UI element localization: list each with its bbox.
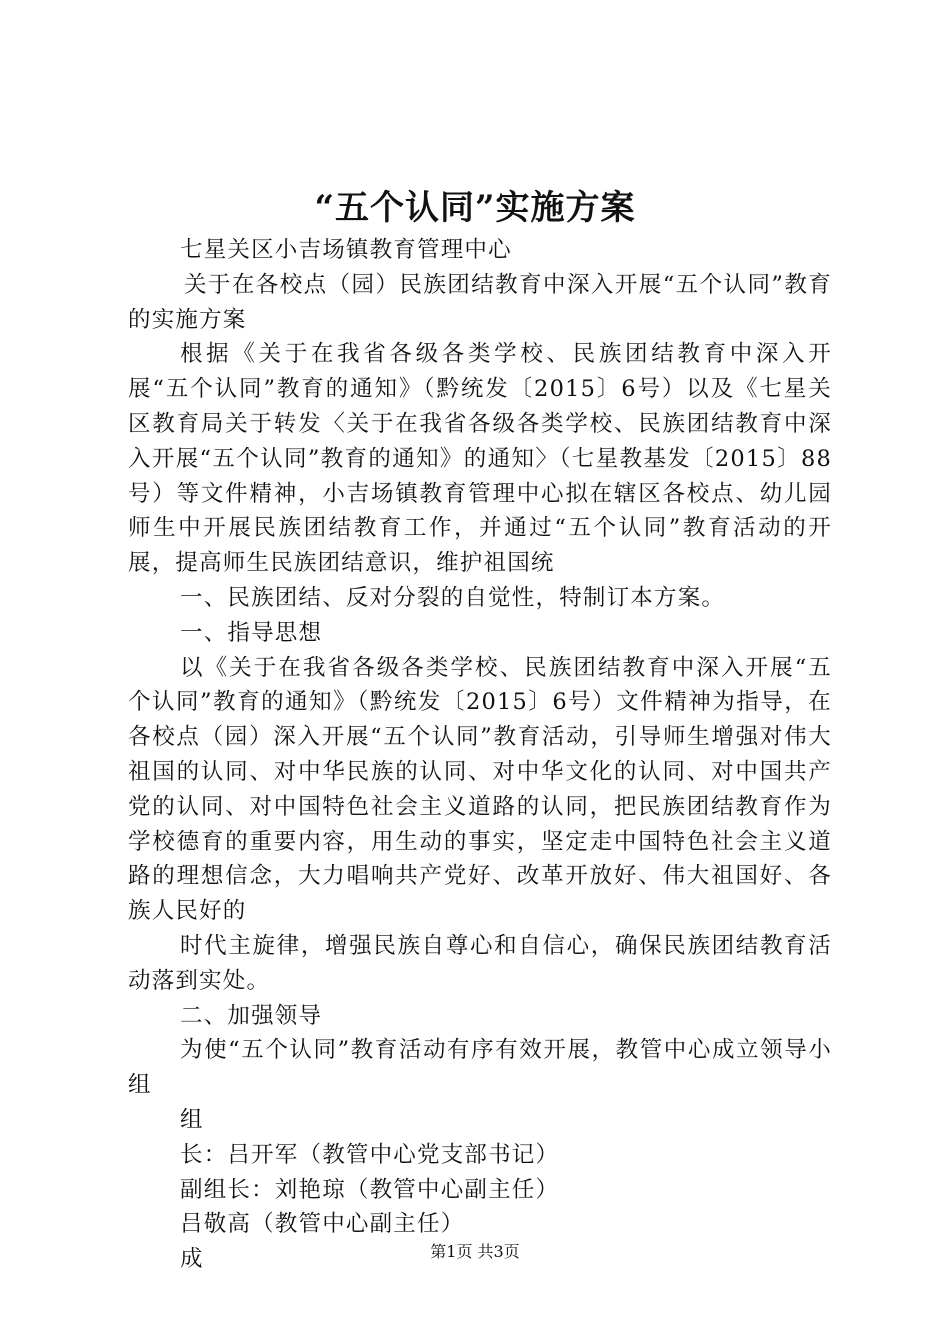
- paragraph-leadership: 为使“五个认同”教育活动有序有效开展，教管中心成立领导小组: [128, 1037, 832, 1099]
- paragraph-subtitle: 关于在各校点（园）民族团结教育中深入开展“五个认同”教育的实施方案: [128, 271, 832, 333]
- heading-leadership: 二、加强领导: [180, 1002, 323, 1029]
- paragraph-purpose: 一、民族团结、反对分裂的自觉性，特制订本方案。: [180, 584, 726, 611]
- page-footer: 第1页 共3页: [430, 1242, 520, 1261]
- list-item-group-leader: 长：吕开军（教管中心党支部书记）: [180, 1141, 560, 1168]
- list-item-deputy-leader-2: 吕敬高（教管中心副主任）: [180, 1211, 465, 1238]
- paragraph-basis: 根据《关于在我省各级各类学校、民族团结教育中深入开展“五个认同”教育的通知》（黔统发〔2015〕6号）以及《七星关区教育局关于转发〈关于在我省各级各类学校、民族团结教育中深入开展“五个认同”教育的通知》的通知〉（七星教基发〔2015〕88号）等文件精神，小吉场镇教育管理中心拟在辖区各校点、幼儿园师生中开展民族团结教育工作，并通过“五个认同”教育活动的开展，提高师生民族团结意识，维护祖国统: [128, 341, 832, 577]
- list-item-members-label: 成: [180, 1246, 204, 1273]
- paragraph-organization: 七星关区小吉场镇教育管理中心: [180, 237, 512, 263]
- document-body: [128, 233, 832, 1277]
- heading-guiding-ideology: 一、指导思想: [180, 619, 323, 646]
- document-title: “五个认同”实施方案: [314, 188, 636, 228]
- paragraph-guiding-ideology: 以《关于在我省各级各类学校、民族团结教育中深入开展“五个认同”教育的通知》（黔统发〔2015〕6号）文件精神为指导，在各校点（园）深入开展“五个认同”教育活动，引导师生增强对伟大祖国的认同、对中华民族的认同、对中华文化的认同、对中国共产党的认同、对中国特色社会主义道路的认同，把民族团结教育作为学校德育的重要内容，用生动的事实，坚定走中国特色社会主义道路的理想信念，大力唱响共产党好、改革开放好、伟大祖国好、各族人民好的: [128, 654, 832, 925]
- list-item-deputy-leader: 副组长：刘艳琼（教管中心副主任）: [180, 1176, 560, 1203]
- paragraph-theme: 时代主旋律，增强民族自尊心和自信心，确保民族团结教育活动落到实处。: [128, 932, 832, 994]
- list-item-group-label: 组: [180, 1106, 204, 1133]
